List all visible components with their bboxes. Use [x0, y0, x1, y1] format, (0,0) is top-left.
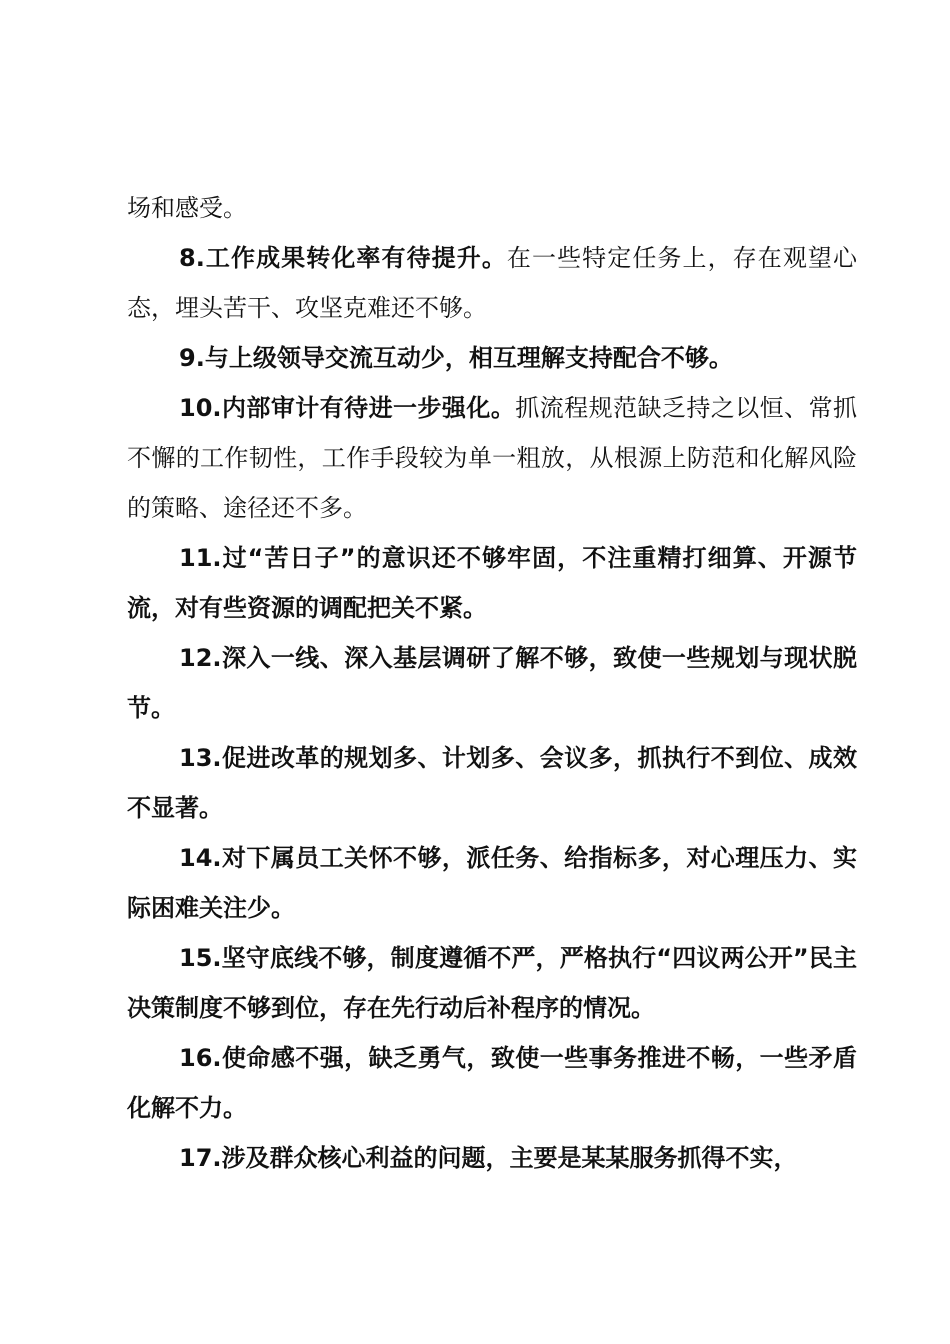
paragraph-bold-text: 14.对下属员工关怀不够，派任务、给指标多，对心理压力、实际困难关注少。 [127, 844, 857, 922]
paragraph-bold-text: 11.过“苦日子”的意识还不够牢固，不注重精打细算、开源节流，对有些资源的调配把关不紧。 [127, 544, 857, 622]
paragraph-bold-text: 8.工作成果转化率有待提升。 [179, 244, 507, 272]
paragraph-item-12 [127, 633, 857, 733]
paragraph-item-16 [127, 1033, 857, 1133]
paragraph-bold-text: 13.促进改革的规划多、计划多、会议多，抓执行不到位、成效不显著。 [127, 744, 857, 822]
paragraph-text: 在一些特定任务上，存在观望心态，埋头苦干、攻坚克难还不够。 [127, 244, 857, 322]
paragraph-item-14 [127, 833, 857, 933]
paragraph-bold-text: 15.坚守底线不够，制度遵循不严，严格执行“四议两公开”民主决策制度不够到位，存在先行动后补程序的情况。 [127, 944, 857, 1022]
paragraph-bold-text: 9.与上级领导交流互动少，相互理解支持配合不够。 [179, 344, 733, 372]
paragraph-bold-text: 10.内部审计有待进一步强化。 [179, 394, 516, 422]
paragraph-item-8 [127, 233, 857, 333]
paragraph-item-9 [127, 333, 857, 383]
paragraph-bold-text: 17.涉及群众核心利益的问题，主要是某某服务抓得不实， [179, 1144, 798, 1172]
paragraph-item-13 [127, 733, 857, 833]
paragraph-bold-text: 16.使命感不强，缺乏勇气，致使一些事务推进不畅，一些矛盾化解不力。 [127, 1044, 857, 1122]
paragraph-item-15 [127, 933, 857, 1033]
paragraph-bold-text: 12.深入一线、深入基层调研了解不够，致使一些规划与现状脱节。 [127, 644, 857, 722]
paragraph-item-10 [127, 383, 857, 533]
paragraph-item-17 [127, 1133, 857, 1183]
paragraph-text: 场和感受。 [127, 194, 247, 222]
paragraph-text: 抓流程规范缺乏持之以恒、常抓不懈的工作韧性，工作手段较为单一粗放，从根源上防范和化解风险的策略、途径还不多。 [127, 394, 858, 522]
document-body [127, 183, 857, 1183]
paragraph-continuation [127, 183, 857, 233]
paragraph-item-11 [127, 533, 857, 633]
